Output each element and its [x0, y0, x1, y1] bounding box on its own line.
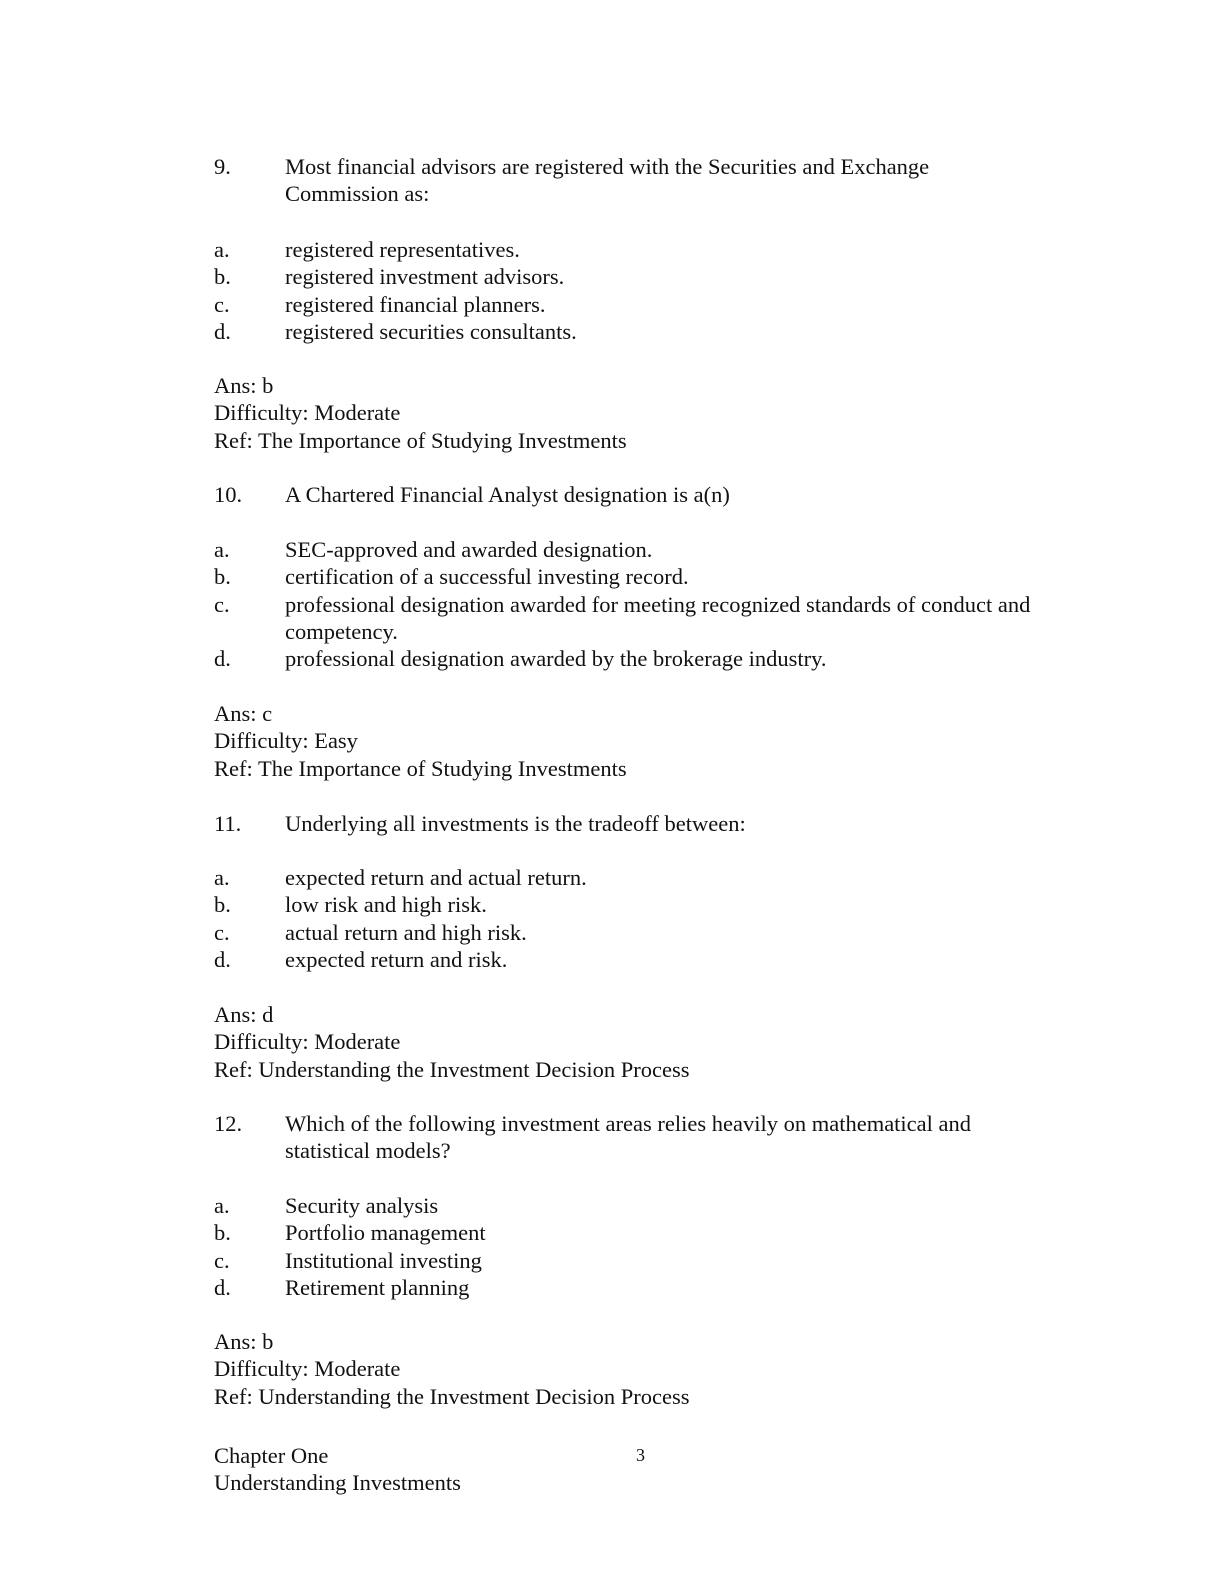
- option-a: [214, 864, 1054, 891]
- option-text: Institutional investing: [285, 1247, 482, 1273]
- reference: Ref: The Importance of Studying Investments: [214, 427, 627, 453]
- option-text: expected return and risk.: [285, 946, 508, 972]
- option-label: d.: [214, 946, 231, 972]
- answer: Ans: d: [214, 1002, 274, 1027]
- option-label: b.: [214, 564, 231, 590]
- option-text: expected return and actual return.: [285, 865, 587, 890]
- option-b: [214, 263, 1054, 290]
- option-c: [214, 291, 1054, 318]
- option-b: [214, 1219, 1054, 1246]
- option-text: certification of a successful investing record.: [285, 564, 689, 590]
- question-stem: [214, 481, 1054, 508]
- option-d: [214, 1274, 1054, 1301]
- question-text: Underlying all investments is the tradeoff between:: [285, 811, 746, 836]
- question-text: Which of the following investment areas relies heavily on mathematical and statistical models?: [285, 1111, 972, 1164]
- answer: Ans: b: [214, 1329, 274, 1354]
- option-text: Portfolio management: [285, 1220, 486, 1246]
- option-d: [214, 946, 1054, 973]
- option-c: [214, 919, 1054, 946]
- question-11: [214, 810, 1054, 837]
- question-11-options: [214, 864, 1054, 973]
- question-12-meta: [214, 1328, 1054, 1410]
- question-10-options: [214, 536, 1054, 672]
- option-label: c.: [214, 919, 230, 945]
- option-a: [214, 1192, 1054, 1219]
- option-text: SEC-approved and awarded designation.: [285, 537, 653, 562]
- option-text: low risk and high risk.: [285, 892, 487, 918]
- answer: Ans: c: [214, 701, 273, 726]
- question-number: 12.: [214, 1111, 243, 1136]
- footer-title: Understanding Investments: [214, 1470, 461, 1496]
- option-label: d.: [214, 318, 231, 344]
- reference: Ref: Understanding the Investment Decision Process: [214, 1383, 690, 1409]
- question-stem: [214, 810, 1054, 837]
- option-label: d.: [214, 646, 231, 672]
- footer-chapter: Chapter One: [214, 1443, 329, 1468]
- option-text: Retirement planning: [285, 1274, 470, 1300]
- question-text: A Chartered Financial Analyst designation is a(n): [285, 482, 730, 507]
- option-b: [214, 891, 1054, 918]
- question-10: [214, 481, 1054, 508]
- option-label: a.: [214, 1193, 230, 1218]
- option-text: actual return and high risk.: [285, 919, 527, 945]
- reference: Ref: Understanding the Investment Decision Process: [214, 1056, 690, 1082]
- option-label: b.: [214, 264, 231, 290]
- answer: Ans: b: [214, 373, 274, 398]
- difficulty: Difficulty: Moderate: [214, 1029, 401, 1055]
- question-10-meta: [214, 700, 1054, 782]
- option-label: d.: [214, 1274, 231, 1300]
- question-number: 9.: [214, 154, 231, 179]
- option-a: [214, 236, 1054, 263]
- option-label: a.: [214, 537, 230, 562]
- option-d: [214, 318, 1054, 345]
- option-label: c.: [214, 1247, 230, 1273]
- option-text: registered representatives.: [285, 237, 520, 262]
- page-footer: [214, 1442, 914, 1497]
- question-stem: [214, 1110, 1054, 1165]
- question-number: 11.: [214, 811, 242, 836]
- option-text: registered investment advisors.: [285, 264, 565, 290]
- question-text: Most financial advisors are registered with the Securities and Exchange Commission as:: [285, 154, 930, 207]
- question-number: 10.: [214, 482, 243, 507]
- page-number: 3: [636, 1445, 645, 1465]
- option-text: professional designation awarded for meeting recognized standards of conduct and competency.: [285, 591, 1031, 644]
- option-text: professional designation awarded by the brokerage industry.: [285, 646, 827, 672]
- question-9: [214, 153, 1054, 208]
- option-c: [214, 591, 1054, 646]
- option-label: c.: [214, 591, 230, 617]
- difficulty: Difficulty: Moderate: [214, 400, 401, 426]
- option-text: registered securities consultants.: [285, 318, 577, 344]
- difficulty: Difficulty: Easy: [214, 728, 358, 754]
- option-label: a.: [214, 865, 230, 890]
- question-12: [214, 1110, 1054, 1165]
- option-label: b.: [214, 892, 231, 918]
- question-stem: [214, 153, 1054, 208]
- question-11-meta: [214, 1001, 1054, 1083]
- option-label: b.: [214, 1220, 231, 1246]
- question-9-meta: [214, 372, 1054, 454]
- option-b: [214, 563, 1054, 590]
- option-label: c.: [214, 291, 230, 317]
- option-a: [214, 536, 1054, 563]
- option-d: [214, 645, 1054, 672]
- option-text: registered financial planners.: [285, 291, 546, 317]
- question-12-options: [214, 1192, 1054, 1301]
- option-c: [214, 1247, 1054, 1274]
- question-9-options: [214, 236, 1054, 345]
- difficulty: Difficulty: Moderate: [214, 1356, 401, 1382]
- reference: Ref: The Importance of Studying Investments: [214, 755, 627, 781]
- option-label: a.: [214, 237, 230, 262]
- option-text: Security analysis: [285, 1193, 439, 1218]
